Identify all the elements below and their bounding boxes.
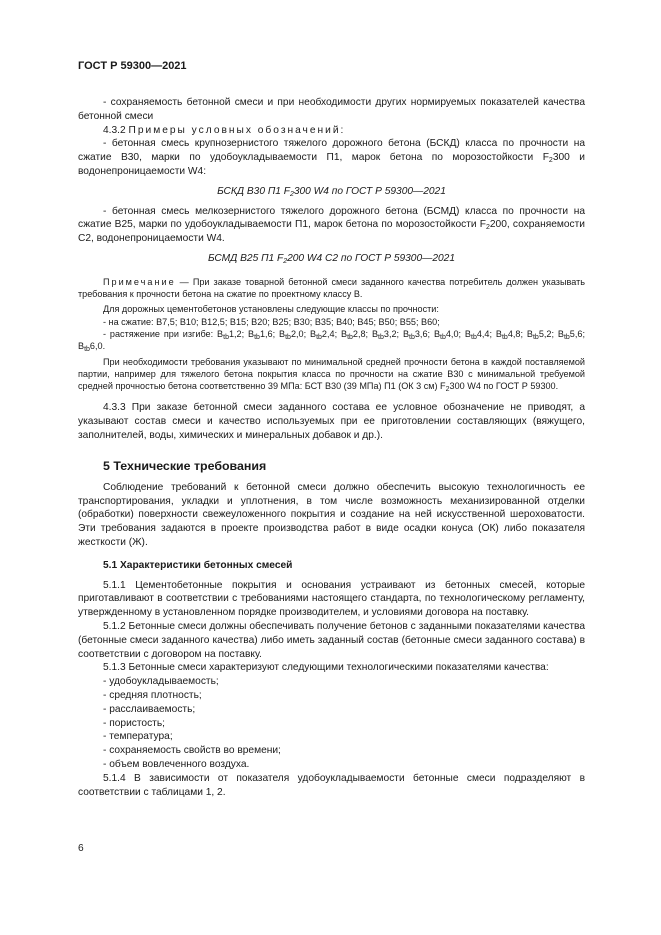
paragraph-keep: - сохраняемость бетонной смеси и при необходимости других нормируемых показателей качества бетонной смеси	[78, 97, 585, 122]
list-item: - средняя плотность;	[103, 689, 202, 701]
document-header: ГОСТ Р 59300—2021	[78, 60, 187, 72]
formula-2	[78, 252, 585, 266]
example-1-text: - бетонная смесь крупнозернистого тяжелого дорожного бетона (БСКД) класса по прочности на сжатие В30, марки по удобоукладываемости П1, марок бетона по морозостойкости F	[78, 138, 585, 164]
bending-class: $B_{tb}5,6$;	[557, 328, 585, 341]
examples-number: 4.3.2	[103, 124, 126, 136]
bending-class: $B_{tb}5,2$;	[526, 328, 558, 341]
paragraph-5-1-1: 5.1.1 Цементобетонные покрытия и основания устраивают из бетонных смесей, которые приготавливают в соответствии с требованиями настоящего стандарта, по технологическому регламенту, утвержденному в установленном порядке производителем, и условиями договора на поставку.	[78, 579, 585, 619]
bending-class: $B_{tb}6,0$.	[78, 341, 106, 354]
bending-class: $B_{tb}4,8$;	[495, 328, 527, 341]
section-5-intro: Соблюдение требований к бетонной смеси должно обеспечить высокую технологичность ее транспортирования, укладки и уплотнения, в том числе возможность механизированной отделки (обработки) поверхности свежеуложенного покрытия и создание на ней искусственной шероховатости. Эти требования задаются в проекте производства работ в виде осадки конуса (ОК) либо показателя жесткости (Ж).	[78, 481, 585, 549]
formula-2-sub: 2	[283, 257, 288, 265]
example-1-sub: 2	[548, 157, 553, 165]
min-strength-sub: 2	[445, 386, 450, 394]
bending-class: $B_{tb}1,2$;	[217, 328, 249, 341]
bending-class: $B_{tb}2,0$;	[279, 328, 310, 341]
paragraph-4-3-3: 4.3.3 При заказе бетонной смеси заданного состава ее условное обозначение не приводят, а указывают состав смеси и качество используемых при ее приготовлении составляющих (вяжущего, заполнителей, воды, химических и минеральных добавок и др.).	[78, 402, 585, 442]
example-2-sub: 2	[485, 224, 490, 232]
indicators-list	[78, 675, 585, 772]
example-2-text: - бетонная смесь мелкозернистого тяжелого дорожного бетона (БСМД) класса по прочности на сжатие В25, марки по удобоукладываемости П1, марок бетона по морозостойкости F	[78, 205, 585, 231]
paragraph-5-1-3: 5.1.3 Бетонные смеси характеризуют следующими технологическими показателями качества:	[103, 662, 549, 674]
note-label: Примечание	[103, 276, 176, 287]
bending-prefix: - растяжение при изгибе:	[103, 328, 214, 339]
page-number: 6	[78, 843, 84, 854]
formula-1	[78, 185, 585, 199]
classes-compression: - на сжатие: В7,5; В10; В12,5; В15; В20; В25; В30; В35; В40; В45; В50; В55; В60;	[103, 316, 440, 327]
example-2-text-end: 200, сохраняемости С2, водонепроницаемости W4.	[78, 219, 585, 245]
list-item: - объем вовлеченного воздуха.	[103, 758, 250, 770]
min-strength-text-end: 300 W4 по ГОСТ Р 59300.	[449, 381, 559, 392]
min-strength-text: При необходимости требования указывают по минимальной средней прочности бетона в каждой поставляемой партии, например для тяжелого бетона покрытия класса по прочности на сжатие В30 с минимальной требуемой средней прочностью бетона соответственно 39 МПа: БСТ В30 (39 МПа) П1 (ОК 3 см) F	[78, 356, 585, 392]
classes-intro: Для дорожных цементобетонов установлены следующие классы по прочности:	[103, 304, 439, 315]
formula-2-end: 200 W4 С2 по ГОСТ Р 59300—2021	[287, 252, 455, 264]
list-item: - температура;	[103, 731, 173, 743]
formula-1-end: 300 W4 по ГОСТ Р 59300—2021	[293, 185, 446, 197]
subsection-5-1-title: 5.1 Характеристики бетонных смесей	[103, 559, 293, 571]
section-5-title: 5 Технические требования	[103, 458, 267, 473]
list-item: - пористость;	[103, 717, 165, 729]
examples-heading	[78, 124, 585, 138]
bending-class: $B_{tb}3,6$;	[402, 328, 434, 341]
classes-bending	[78, 328, 585, 353]
example-1-text-end: 300 и водонепроницаемости W4:	[78, 152, 585, 177]
bending-class: $B_{tb}2,4$;	[310, 328, 341, 341]
examples-title: Примеры условных обозначений:	[128, 124, 346, 136]
bending-class: $B_{tb}2,8$;	[340, 328, 372, 341]
bending-class: $B_{tb}4,4$;	[464, 328, 496, 341]
formula-2-start: БСМД В25 П1 F	[207, 252, 284, 264]
paragraph-5-1-2: 5.1.2 Бетонные смеси должны обеспечивать получение бетонов с заданными показателями качества (бетонные смеси заданного качества) либо иметь заданный состав (бетонные смеси заданного состава) в соответствии с договором на поставку.	[78, 621, 585, 660]
bending-class: $B_{tb}1,6$;	[248, 328, 280, 341]
example-2	[78, 205, 585, 246]
formula-1-start: БСКД В30 П1 F	[217, 185, 290, 197]
document-body	[78, 96, 585, 799]
list-item: - удобоукладываемость;	[103, 676, 219, 688]
example-1	[78, 137, 585, 178]
list-item: - сохраняемость свойств во времени;	[103, 745, 281, 757]
note-text: — При заказе товарной бетонной смеси заданного качества потребитель должен указывать требования к прочности бетона на сжатие по проектному классу В.	[78, 276, 585, 300]
bending-class: $B_{tb}4,0$;	[433, 328, 465, 341]
paragraph-5-1-4: 5.1.4 В зависимости от показателя удобоукладываемости бетонные смеси подразделяют в соответствии с таблицами 1, 2.	[78, 772, 585, 798]
list-item: - расслаиваемость;	[103, 703, 196, 715]
bending-class: $B_{tb}3,2$;	[371, 328, 403, 341]
min-strength-note	[78, 356, 585, 393]
formula-1-sub: 2	[289, 190, 294, 198]
note-paragraph	[78, 276, 585, 301]
